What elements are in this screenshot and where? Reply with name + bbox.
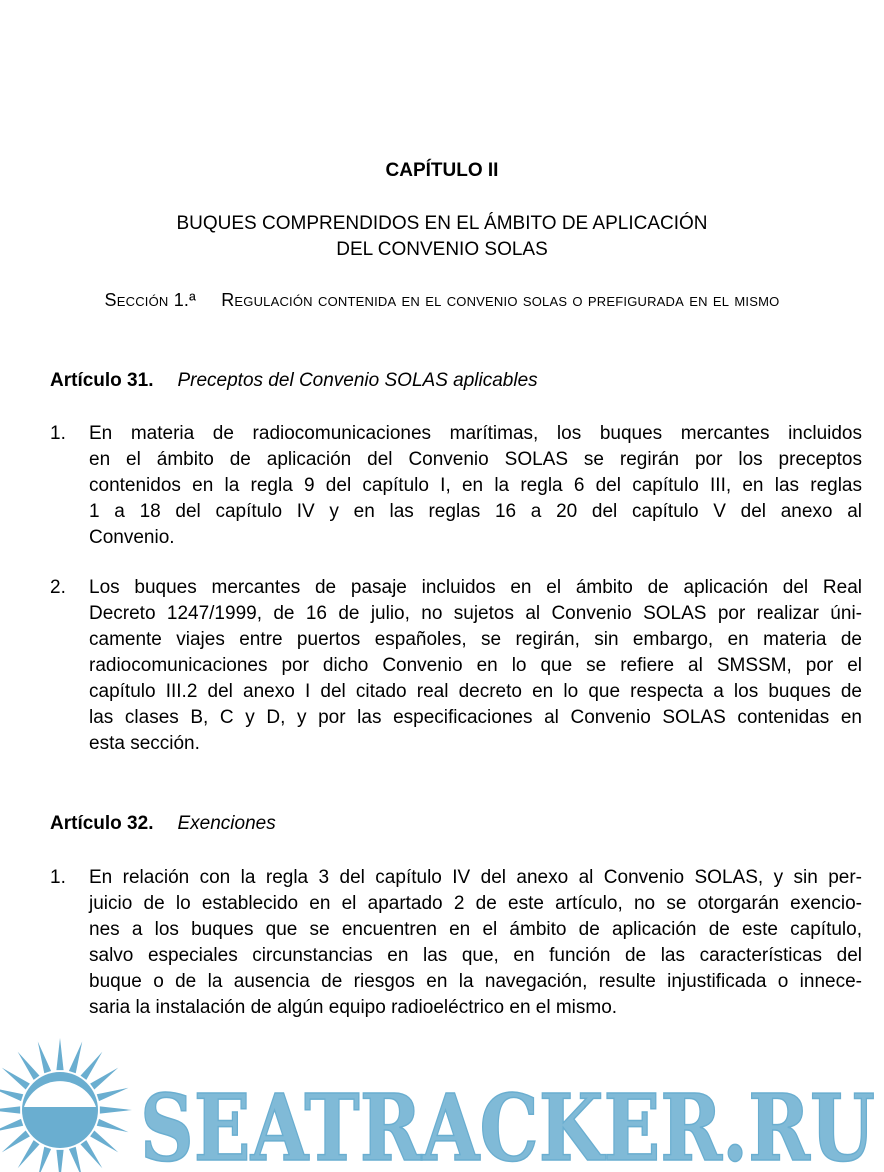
text-line: en el ámbito de aplicación del Convenio SOLAS se regirán por los preceptos: [89, 449, 862, 470]
chapter-heading: CAPÍTULO II: [385, 160, 499, 181]
chapter-title: [0, 211, 884, 263]
sun-ray: [2, 1131, 30, 1153]
paragraph: [50, 865, 862, 1021]
text-line: saria la instalación de algún equipo radioeléctrico en el mismo.: [89, 997, 618, 1018]
sun-ray: [81, 1140, 103, 1168]
text-line: esta sección.: [89, 733, 200, 754]
text-line: Convenio.: [89, 527, 175, 548]
sun-ray: [38, 1042, 51, 1074]
text-line: las clases B, C y D, y por las especificaciones al Convenio SOLAS contenidas en: [89, 707, 862, 728]
text-line: Los buques mercantes de pasaje incluidos en el ámbito de aplicación del Real: [89, 577, 862, 598]
text-line: En materia de radiocomunicaciones marítimas, los buques mercantes incluidos: [89, 423, 862, 444]
text-line: En relación con la regla 3 del capítulo IV del anexo al Convenio SOLAS, y sin per-: [89, 867, 862, 888]
text-line: nes a los buques que se encuentren en el ámbito de aplicación de este capítulo,: [89, 919, 862, 940]
sun-ray: [0, 1088, 23, 1101]
sun-ray: [69, 1147, 82, 1172]
paragraph-number: 2.: [50, 577, 66, 598]
text-line: camente viajes entre puertos españoles, se regirán, sin embargo, en materia de: [89, 629, 862, 650]
sun-ray: [69, 1042, 82, 1074]
text-line: radiocomunicaciones por dicho Convenio en lo que se refiere al SMSSM, por el: [89, 655, 862, 676]
article-number: Artículo 31.: [50, 370, 154, 391]
article-heading: [50, 370, 538, 392]
article-number: Artículo 32.: [50, 813, 154, 834]
sun-ray: [90, 1131, 118, 1153]
article-heading: [50, 813, 276, 835]
text-line: 1 a 18 del capítulo IV y en las reglas 16 a 20 del capítulo V del anexo al: [89, 501, 862, 522]
article-title: Exenciones: [177, 813, 276, 834]
section-label: Sección 1.ª: [104, 290, 196, 310]
paragraph-number: 1.: [50, 867, 66, 888]
sun-ray: [97, 1119, 129, 1132]
chapter-title-line: DEL CONVENIO SOLAS: [336, 239, 548, 260]
text-line: juicio de lo establecido en el apartado 2 de este artículo, no se otorgarán exencio-: [89, 893, 862, 914]
watermark-text: SEATRACKER.RU: [140, 1074, 875, 1172]
sun-ray: [90, 1068, 118, 1090]
sun-ray: [18, 1140, 40, 1168]
sun-icon: [0, 1038, 132, 1172]
text-line: Decreto 1247/1999, de 16 de julio, no sujetos al Convenio SOLAS por realizar úni-: [89, 603, 862, 624]
sun-ray: [56, 1038, 63, 1070]
text-line: capítulo III.2 del anexo I del citado real decreto en lo que respecta a los buques de: [89, 681, 862, 702]
text-line: contenidos en la regla 9 del capítulo I, en la regla 6 del capítulo III, en las reglas: [89, 475, 862, 496]
text-line: buque o de la ausencia de riesgos en la navegación, resulte injustificada o innece-: [89, 971, 862, 992]
text-line: salvo especiales circunstancias en las que, en función de las características del: [89, 945, 862, 966]
paragraph: [50, 421, 862, 551]
sun-ray: [0, 1119, 23, 1132]
sun-ray: [97, 1088, 129, 1101]
paragraph-number: 1.: [50, 423, 66, 444]
sun-ray: [56, 1150, 63, 1172]
section-heading: [0, 290, 884, 311]
paragraph: [50, 575, 862, 757]
sun-ray: [38, 1147, 51, 1172]
sun-ray: [100, 1106, 132, 1113]
watermark-logo: [0, 1035, 884, 1172]
article-title: Preceptos del Convenio SOLAS aplicables: [177, 370, 538, 391]
chapter-title-line: BUQUES COMPRENDIDOS EN EL ÁMBITO DE APLICACIÓN: [176, 213, 708, 234]
sun-ray: [2, 1068, 30, 1090]
sun-ray: [81, 1052, 103, 1080]
sun-ray: [18, 1052, 40, 1080]
sun-ray: [0, 1106, 20, 1113]
section-title: Regulación contenida en el convenio solas o prefigurada en el mismo: [221, 290, 780, 310]
